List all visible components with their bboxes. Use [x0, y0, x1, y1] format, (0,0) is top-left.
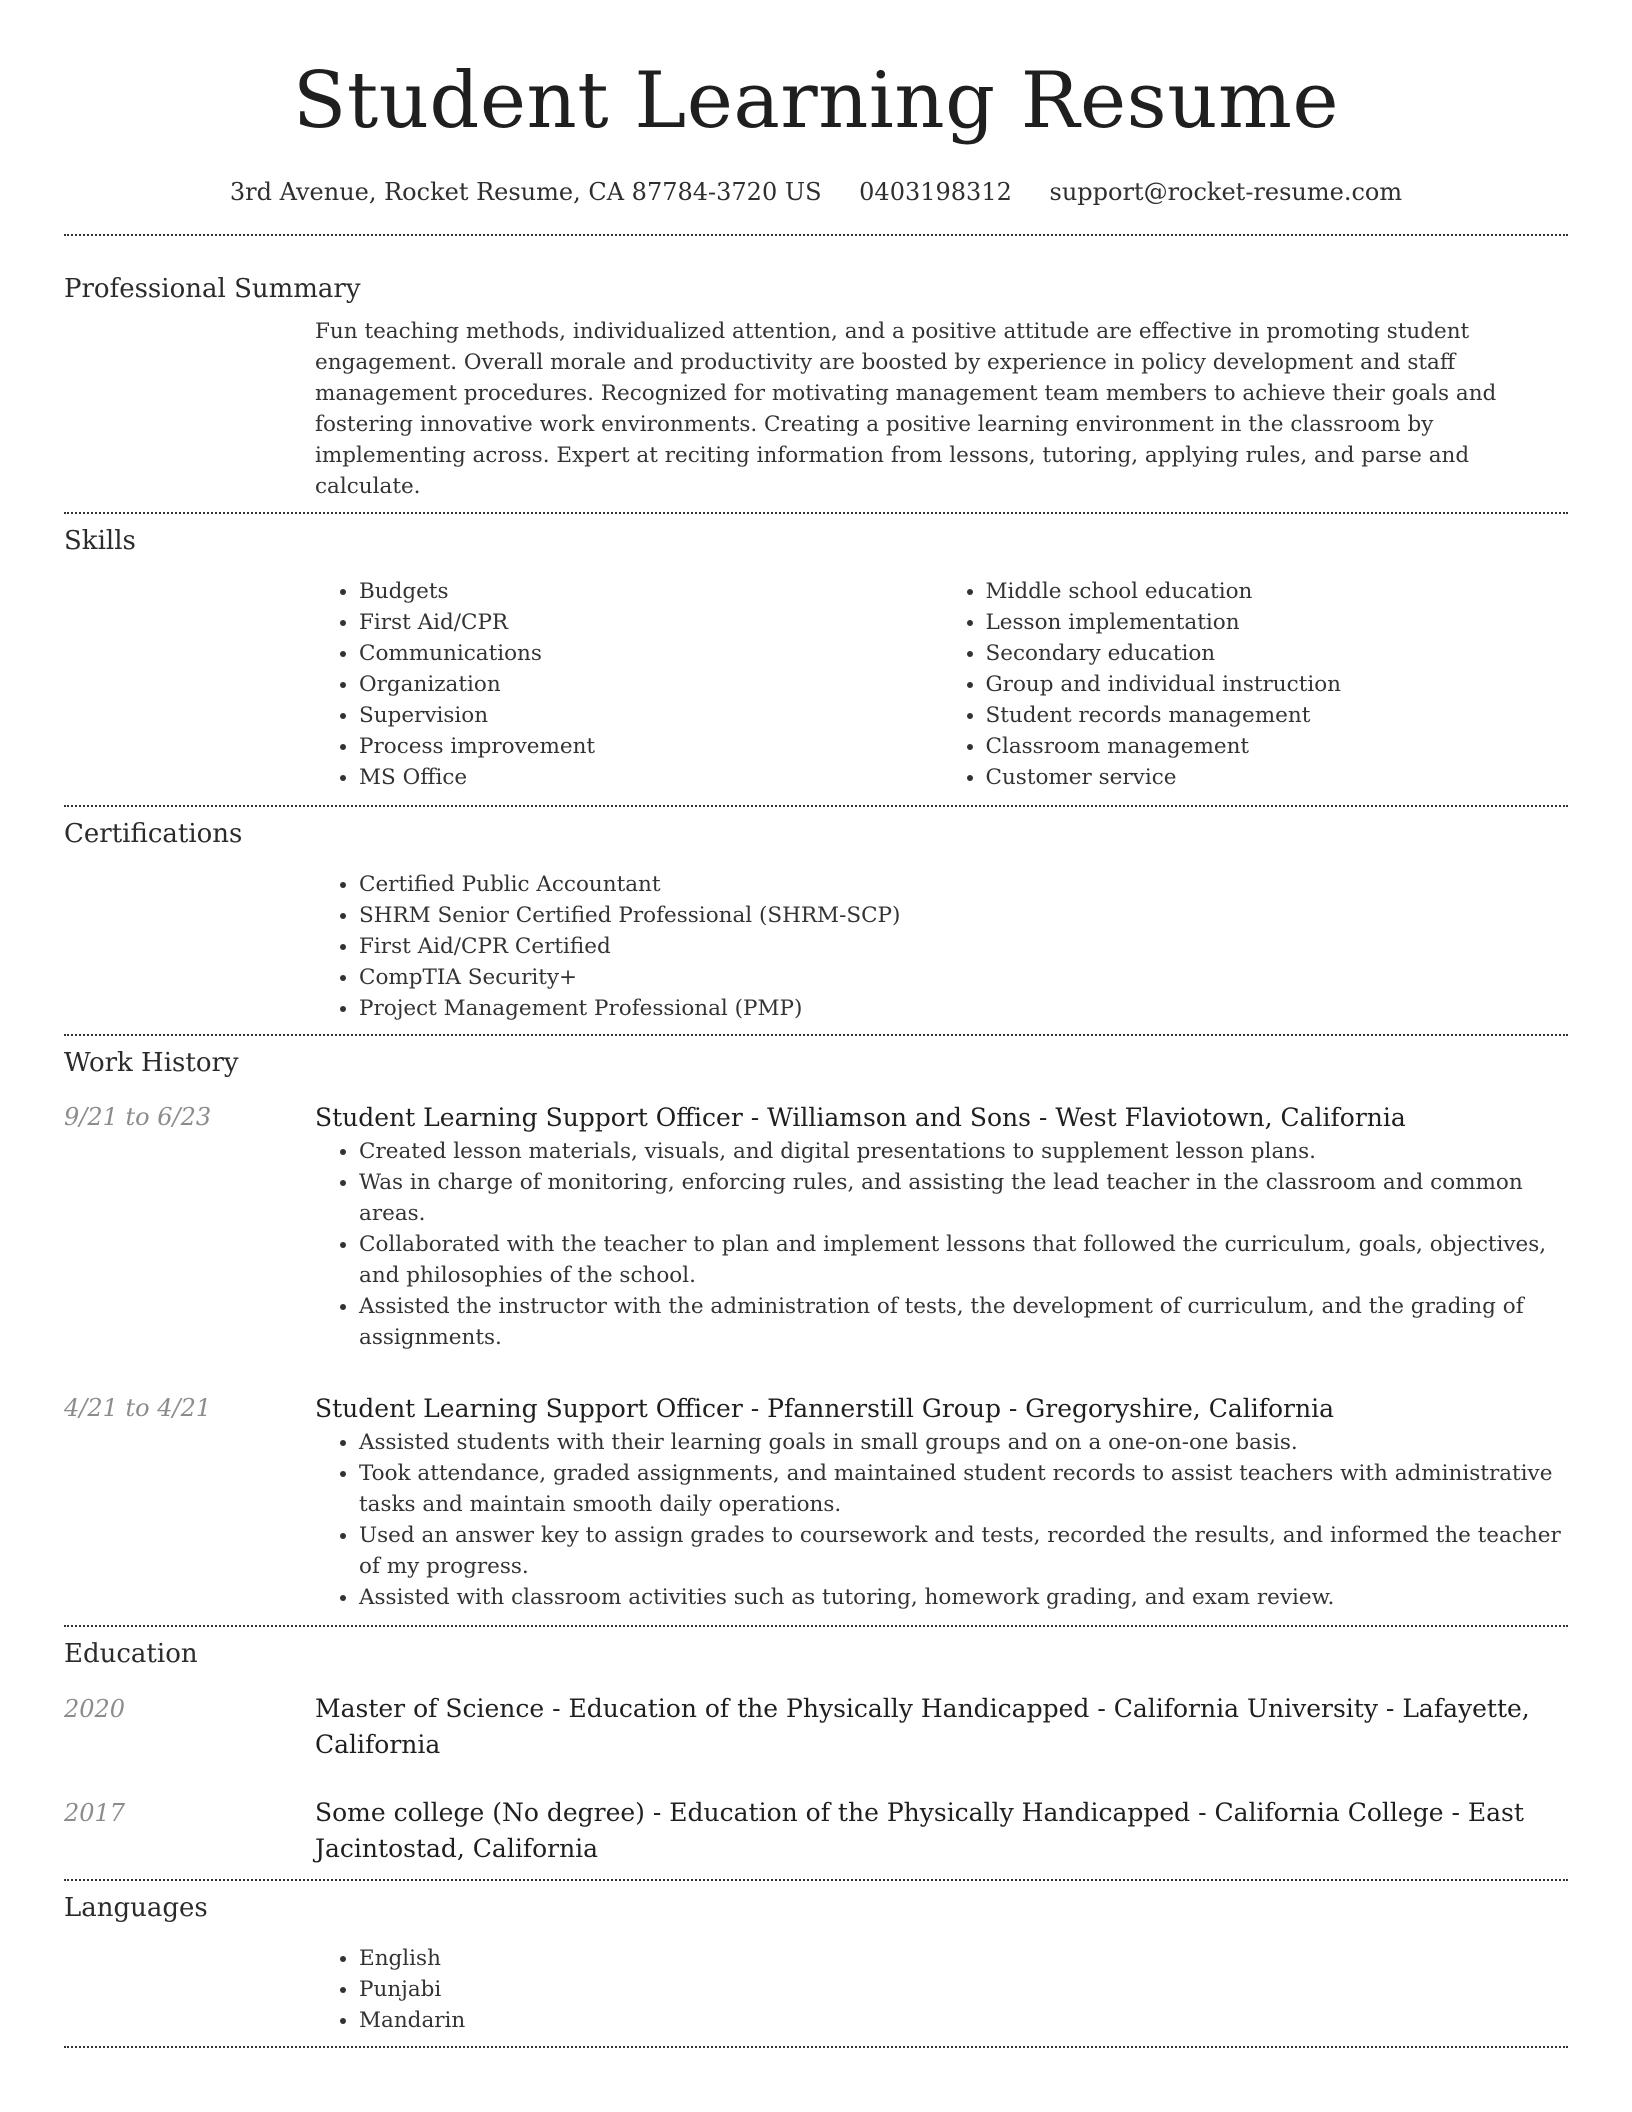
work-bullet: • Assisted students with their learning goals in small groups and on a one-on-one basis.: [359, 1427, 1568, 1458]
education-entry: [64, 1795, 1568, 1867]
work-section: [64, 1036, 1568, 1613]
skills-list-right: [942, 576, 1569, 793]
work-bullet: • Collaborated with the teacher to plan and implement lessons that followed the curriculum, goals, objectives, and philosophies of the school.: [359, 1229, 1568, 1291]
education-text: Master of Science - Education of the Physically Handicapped - California University - Lafayette, California: [315, 1694, 1530, 1759]
education-entry: [64, 1691, 1568, 1763]
language-item: • English: [359, 1943, 1568, 1974]
skill-item: • Group and individual instruction: [986, 669, 1569, 700]
summary-title: Professional Summary: [64, 274, 361, 304]
education-year: 2017: [64, 1799, 126, 1827]
skill-item: • Secondary education: [986, 638, 1569, 669]
languages-title: Languages: [64, 1893, 208, 1923]
work-title-line: Student Learning Support Officer - Williamson and Sons - West Flaviotown, California: [315, 1103, 1406, 1132]
skills-body: [315, 576, 1568, 793]
contact-line: [64, 176, 1568, 208]
summary-section: [64, 236, 1568, 502]
skill-item: • Middle school education: [986, 576, 1569, 607]
skills-list-left: [315, 576, 942, 793]
skill-item: • First Aid/CPR: [359, 607, 942, 638]
education-title: Education: [64, 1639, 198, 1669]
skill-item: • MS Office: [359, 762, 942, 793]
summary-body: [315, 316, 1568, 502]
skill-item: • Process improvement: [359, 731, 942, 762]
certification-item: • CompTIA Security+: [359, 962, 1568, 993]
work-entry-main: [315, 1100, 1568, 1353]
work-bullet: • Assisted with classroom activities such as tutoring, homework grading, and exam review.: [359, 1582, 1568, 1613]
skill-item: • Budgets: [359, 576, 942, 607]
contact-phone: 0403198312: [859, 178, 1012, 206]
work-bullet: • Assisted the instructor with the administration of tests, the development of curriculum, and the grading of assignments.: [359, 1291, 1568, 1353]
work-bullet: • Created lesson materials, visuals, and digital presentations to supplement lesson plans.: [359, 1136, 1568, 1167]
certification-item: • First Aid/CPR Certified: [359, 931, 1568, 962]
certification-item: • SHRM Senior Certified Professional (SHRM-SCP): [359, 900, 1568, 931]
resume-name: Student Learning Resume: [292, 56, 1340, 146]
skill-item: • Communications: [359, 638, 942, 669]
skill-item: • Supervision: [359, 700, 942, 731]
skill-item: • Customer service: [986, 762, 1569, 793]
work-entry-main: [315, 1391, 1568, 1613]
work-dates: 4/21 to 4/21: [64, 1394, 212, 1422]
contact-address: 3rd Avenue, Rocket Resume, CA 87784-3720 US: [229, 178, 822, 206]
work-title: Work History: [64, 1048, 239, 1078]
contact-email: support@rocket-resume.com: [1049, 178, 1403, 206]
education-year: 2020: [64, 1695, 126, 1723]
languages-body: [315, 1943, 1568, 2036]
skills-section: [64, 514, 1568, 793]
work-bullets: [315, 1427, 1568, 1613]
work-entry: [64, 1100, 1568, 1353]
education-section: [64, 1627, 1568, 1867]
skill-item: • Lesson implementation: [986, 607, 1569, 638]
summary-text: Fun teaching methods, individualized attention, and a positive attitude are effective in promoting student engagement. Overall morale and productivity are boosted by experience in policy development and staff management procedures. Recognized for motivating management team members to achieve their goals and fostering innovative work environments. Creating a positive learning environment in the classroom by implementing across. Expert at reciting information from lessons, tutoring, applying rules, and parse and calculate.: [315, 319, 1497, 499]
certifications-list: [315, 869, 1568, 1024]
certification-item: • Project Management Professional (PMP): [359, 993, 1568, 1024]
certifications-title: Certifications: [64, 819, 243, 849]
skill-item: • Organization: [359, 669, 942, 700]
certifications-section: [64, 807, 1568, 1024]
languages-list: [315, 1943, 1568, 2036]
certifications-body: [315, 869, 1568, 1024]
divider: [64, 2046, 1568, 2048]
skill-item: • Student records management: [986, 700, 1569, 731]
work-entry: [64, 1391, 1568, 1613]
work-dates: 9/21 to 6/23: [64, 1103, 212, 1131]
work-bullets: [315, 1136, 1568, 1353]
languages-section: [64, 1881, 1568, 2036]
work-bullet: • Used an answer key to assign grades to coursework and tests, recorded the results, and informed the teacher of my progress.: [359, 1520, 1568, 1582]
certification-item: • Certified Public Accountant: [359, 869, 1568, 900]
skill-item: • Classroom management: [986, 731, 1569, 762]
work-bullet: • Was in charge of monitoring, enforcing rules, and assisting the lead teacher in the classroom and common areas.: [359, 1167, 1568, 1229]
skills-title: Skills: [64, 526, 136, 556]
language-item: • Punjabi: [359, 1974, 1568, 2005]
language-item: • Mandarin: [359, 2005, 1568, 2036]
work-title-line: Student Learning Support Officer - Pfannerstill Group - Gregoryshire, California: [315, 1394, 1334, 1423]
work-bullet: • Took attendance, graded assignments, and maintained student records to assist teachers with administrative tasks and maintain smooth daily operations.: [359, 1458, 1568, 1520]
education-text: Some college (No degree) - Education of the Physically Handicapped - California College - East Jacintostad, California: [315, 1798, 1524, 1863]
